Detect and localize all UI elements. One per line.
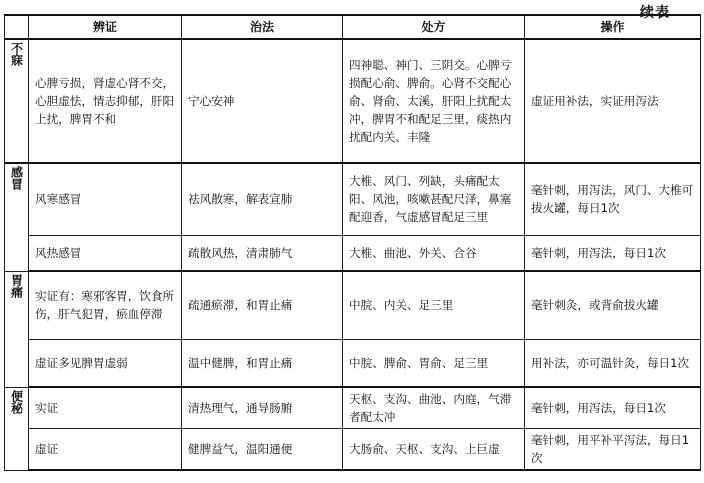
- operation-cell: 毫针刺，用泻法，每日1次: [525, 387, 701, 429]
- prescription-cell: 大椎、曲池、外关、合谷: [343, 235, 525, 271]
- operation-cell: 虚证用补法，实证用泻法: [525, 39, 701, 163]
- operation-cell: 毫针刺，用平补平泻法，每日1次: [525, 429, 701, 471]
- table-row: [5, 339, 701, 387]
- operation-cell: 用补法，亦可温针灸，每日1次: [525, 339, 701, 387]
- table-row: [5, 39, 701, 163]
- header-prescription: 处方: [343, 15, 525, 39]
- treatment-cell: 清热理气，通导肠腑: [182, 387, 343, 429]
- prescription-cell: 四神聪、神门、三阴交。心脾亏损配心俞、脾俞。心肾不交配心俞、肾俞、太溪，肝阳上扰配太冲，脾胃不和配足三里，痰热内扰配内关、丰隆: [343, 39, 525, 163]
- treatment-cell: 温中健脾，和胃止痛: [182, 339, 343, 387]
- prescription-cell: 中脘、脾俞、胃俞、足三里: [343, 339, 525, 387]
- header-syndrome: 辨证: [29, 15, 182, 39]
- table-row: [5, 235, 701, 271]
- treatment-cell: 疏散风热，清肃肺气: [182, 235, 343, 271]
- category-cell: 不寐: [5, 39, 29, 163]
- syndrome-cell: 虚证: [29, 429, 182, 471]
- treatment-cell: 疏通瘀滞，和胃止痛: [182, 271, 343, 339]
- prescription-cell: 大肠俞、天枢、支沟、上巨虚: [343, 429, 525, 471]
- syndrome-cell: 风热感冒: [29, 235, 182, 271]
- continued-table-label: 续表: [640, 5, 670, 21]
- operation-cell: 毫针刺，用泻法，风门、大椎可拔火罐，每日1次: [525, 163, 701, 235]
- operation-cell: 毫针刺，用泻法，每日1次: [525, 235, 701, 271]
- table-row: [5, 163, 701, 235]
- syndrome-cell: 心脾亏损，肾虚心肾不交，心胆虚怯，情志抑郁，肝阳上扰，脾胃不和: [29, 39, 182, 163]
- syndrome-cell: 实证: [29, 387, 182, 429]
- operation-cell: 毫针刺灸，或背俞拔火罐: [525, 271, 701, 339]
- prescription-cell: 大椎、风门、列缺，头痛配太阳、风池，咳嗽甚配尺泽，鼻塞配迎香，气虚感冒配足三里: [343, 163, 525, 235]
- table-row: [5, 271, 701, 339]
- header-operation: 操作: [525, 15, 701, 39]
- table-row: [5, 387, 701, 429]
- table-row: [5, 429, 701, 471]
- header-treatment: 治法: [182, 15, 343, 39]
- header-category: [5, 15, 29, 39]
- syndrome-cell: 虚证多见脾胃虚弱: [29, 339, 182, 387]
- category-cell: 胃痛: [5, 271, 29, 387]
- treatment-cell: 宁心安神: [182, 39, 343, 163]
- prescription-cell: 天枢、支沟、曲池、内庭，气滞者配太冲: [343, 387, 525, 429]
- treatment-cell: 健脾益气，温阳通便: [182, 429, 343, 471]
- syndrome-cell: 风寒感冒: [29, 163, 182, 235]
- category-cell: 便秘: [5, 387, 29, 470]
- table-header-row: [5, 15, 701, 39]
- syndrome-cell: 实证有：寒邪客胃，饮食所伤，肝气犯胃，瘀血停滞: [29, 271, 182, 339]
- category-cell: 感冒: [5, 163, 29, 271]
- treatment-cell: 祛风散寒，解表宣肺: [182, 163, 343, 235]
- acupuncture-treatment-table: [4, 14, 701, 471]
- prescription-cell: 中脘、内关、足三里: [343, 271, 525, 339]
